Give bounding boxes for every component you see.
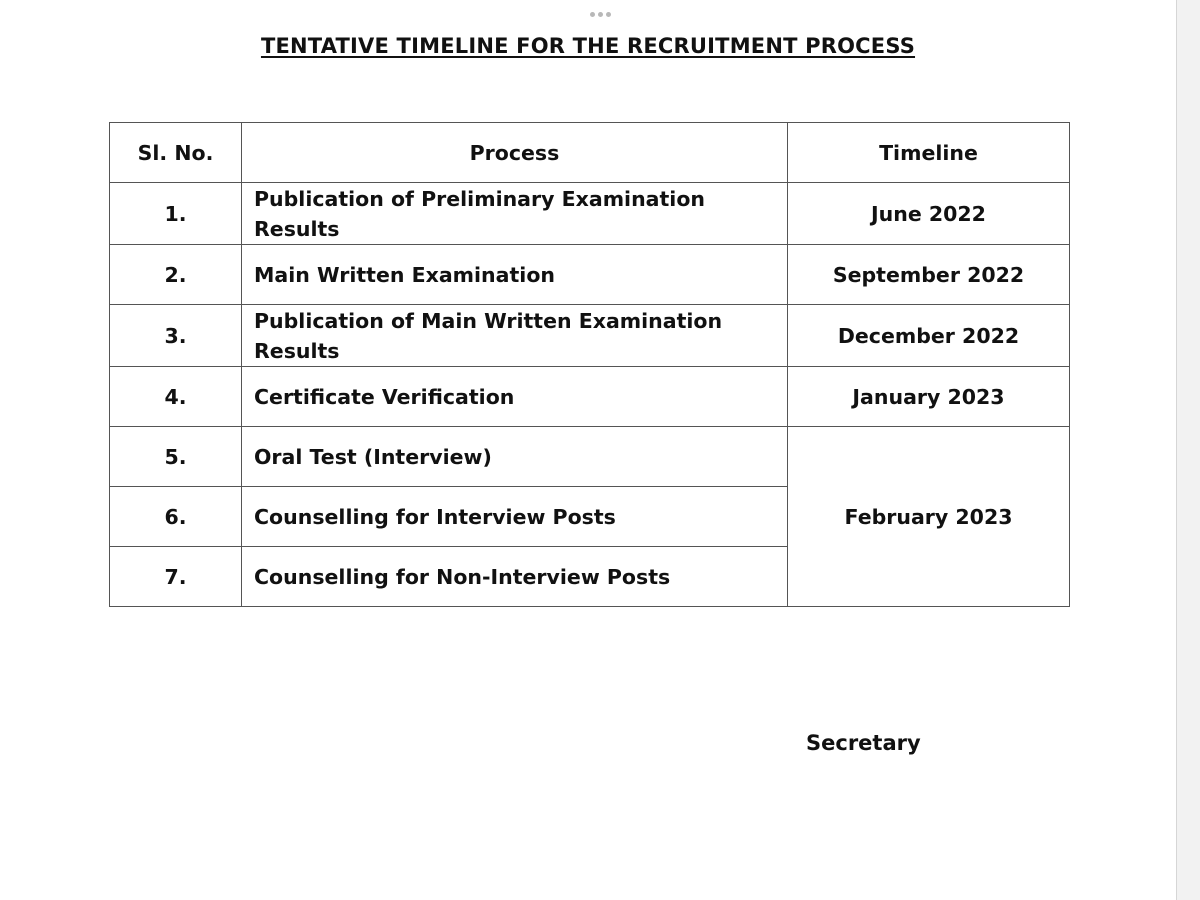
process-cell: Publication of Preliminary Examination Results: [242, 183, 788, 245]
process-cell: Counselling for Interview Posts: [242, 487, 788, 547]
table-row: [110, 367, 1070, 427]
timeline-cell: September 2022: [788, 245, 1070, 305]
table-row: [110, 427, 1070, 487]
timeline-cell: December 2022: [788, 305, 1070, 367]
dot: [598, 12, 603, 17]
table-row: [110, 183, 1070, 245]
signatory-designation: Secretary: [806, 731, 921, 755]
sl-no-cell: 2.: [110, 245, 242, 305]
process-cell: Counselling for Non-Interview Posts: [242, 547, 788, 607]
process-cell: Publication of Main Written Examination Results: [242, 305, 788, 367]
sl-no-cell: 7.: [110, 547, 242, 607]
sl-no-cell: 4.: [110, 367, 242, 427]
sl-no-cell: 1.: [110, 183, 242, 245]
page-edge: [1176, 0, 1200, 900]
table-row: [110, 305, 1070, 367]
process-cell: Main Written Examination: [242, 245, 788, 305]
header-timeline: Timeline: [788, 123, 1070, 183]
table-header-row: [110, 123, 1070, 183]
sl-no-cell: 6.: [110, 487, 242, 547]
header-sl-no: Sl. No.: [110, 123, 242, 183]
process-cell: Certificate Verification: [242, 367, 788, 427]
sl-no-cell: 5.: [110, 427, 242, 487]
timeline-cell: January 2023: [788, 367, 1070, 427]
timeline-table: [109, 122, 1070, 607]
process-cell: Oral Test (Interview): [242, 427, 788, 487]
more-options-icon[interactable]: [583, 8, 617, 20]
dot: [590, 12, 595, 17]
sl-no-cell: 3.: [110, 305, 242, 367]
timeline-cell: June 2022: [788, 183, 1070, 245]
header-process: Process: [242, 123, 788, 183]
table-row: [110, 245, 1070, 305]
timeline-cell-merged: February 2023: [788, 427, 1070, 607]
document-title: TENTATIVE TIMELINE FOR THE RECRUITMENT PROCESS: [260, 34, 916, 58]
dot: [606, 12, 611, 17]
